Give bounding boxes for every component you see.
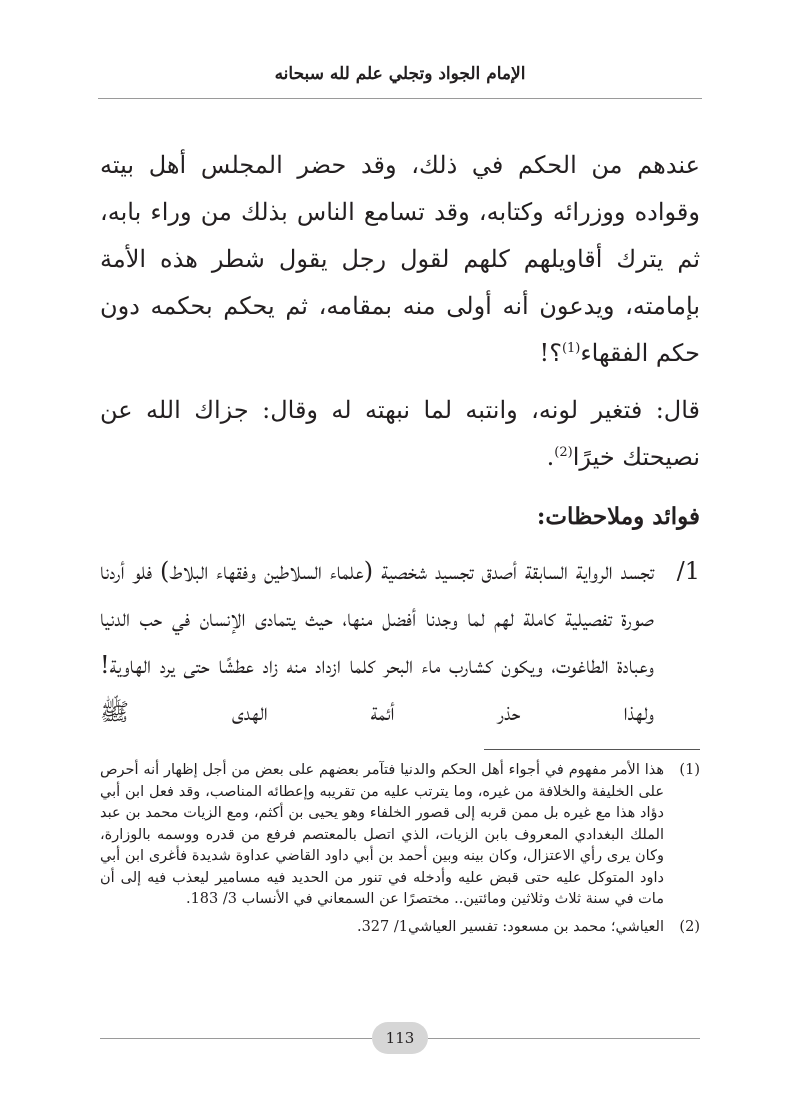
footnote-number: (2)	[679, 918, 700, 935]
footnote-1	[100, 760, 700, 911]
header-divider	[98, 98, 702, 99]
page-number: 113	[372, 1022, 428, 1054]
footnote-number: (1)	[679, 762, 700, 778]
page-header-title: الإمام الجواد وتجلي علم لله سبحانه	[274, 64, 526, 84]
main-text	[100, 142, 700, 736]
paragraph-1-end: ؟!	[539, 339, 562, 367]
numbered-item-1	[100, 548, 700, 736]
footnote-ref-2[interactable]: (2)	[554, 445, 573, 460]
paragraph-2-end: .	[546, 443, 555, 471]
paragraph-1	[100, 142, 700, 377]
item-text: تجسد الرواية السابقة أصدق تجسيد شخصية (علماء السلاطين وفقهاء البلاط) فلو أردنا صورة تفصيلية كاملة لهم لما وجدنا أفضل منها، حيث يتمادى الإنسان في حب الدنيا وعبادة الطاغوت، ويكون كشارب ماء البحر كلما ازداد منه زاد عطشًا حتى يرد الهاوية! ولهذا حذر أئمة الهدى ﷺ	[100, 557, 654, 726]
paragraph-2	[100, 387, 700, 481]
item-number: 1/	[676, 557, 700, 585]
footnote-text: العياشي؛ محمد بن مسعود: تفسير العياشي1/ 327.	[356, 918, 664, 935]
footnote-2	[100, 917, 700, 939]
paragraph-1-text: عندهم من الحكم في ذلك، وقد حضر المجلس أهل بيته وقواده ووزرائه وكتابه، وقد تسامع الناس بذلك من وراء بابه، ثم يترك أقاويلهم كلهم لقول رجل يقول شطر هذه الأمة بإمامته، ويدعون أنه أولى منه بمقامه، ثم يحكم بحكمه دون حكم الفقهاء	[100, 151, 700, 367]
paragraph-2-text: قال: فتغير لونه، وانتبه لما نبهته له وقال: جزاك الله عن نصيحتك خيرًا	[100, 396, 700, 471]
footer-rule-right	[428, 1038, 700, 1039]
section-heading: فوائد وملاحظات:	[536, 503, 700, 530]
footnote-ref-1[interactable]: (1)	[561, 341, 581, 356]
footnote-divider	[484, 749, 700, 750]
footnotes	[100, 760, 700, 944]
footnote-text: هذا الأمر مفهوم في أجواء أهل الحكم والدنيا فتآمر بعضهم على بعض من أجل إظهار أنه أحرص على الخليفة والخلافة من غيره، وما يترتب عليه من تقريبه وإعطائه المناصب، وقد فعل ابن أبي دؤاد هذا مع غيره بل ممن قربه إلى قصور الخلفاء وهو يحيى بن أكثم، ومع الزيات محمد بن عبد الملك البغدادي المعروف بابن الزيات، الذي اتصل بالمعتصم فرفع من قدره ووسمه بالوزارة، وكان يرى رأي الاعتزال، وكان بينه وبين أحمد بن أبي داود القاضي عداوة شديدة فأغرى ابن أبي داود المتوكل عليه حتى قبض عليه وأدخله في تنور من الحديد فيه مسامير ليعذب فيه إلى أن مات في سنة ثلاث وثلاثين ومائتين.. مختصرًا عن السمعاني في الأنساب 3/ 183.	[100, 762, 664, 907]
footer-rule-left	[100, 1038, 372, 1039]
